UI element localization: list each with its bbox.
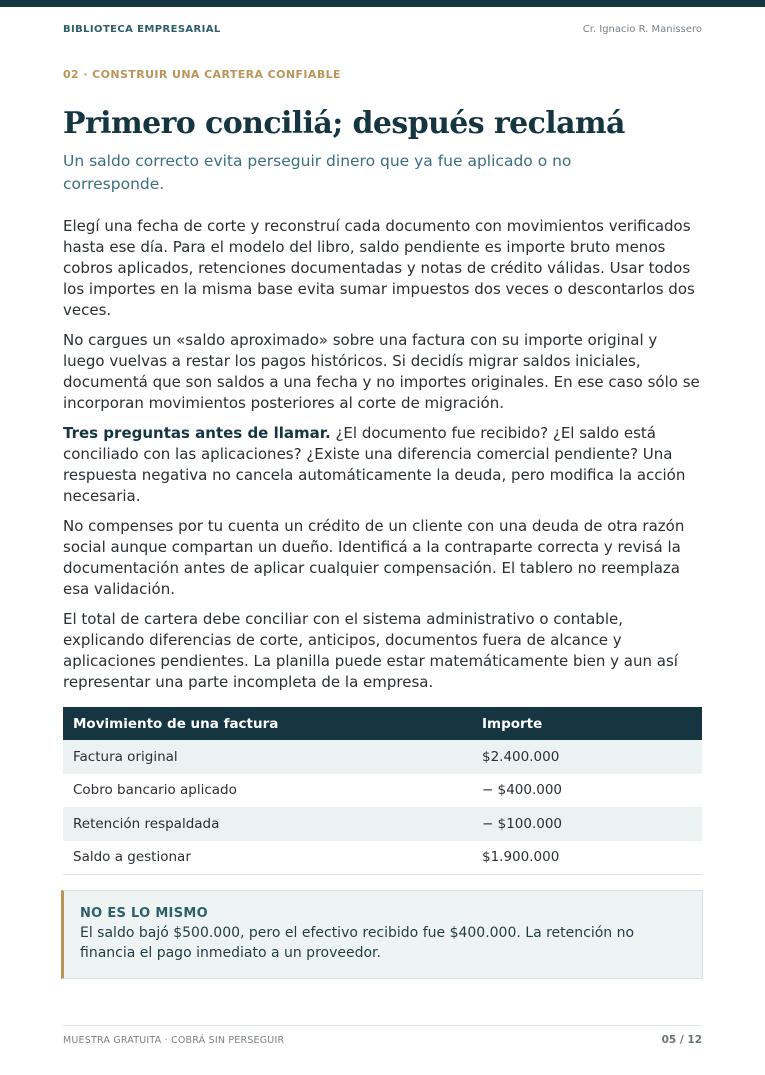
author-name: Cr. Ignacio R. Manissero [582,24,702,35]
column-header-amount: Importe [472,707,702,740]
footer-divider [63,1025,702,1026]
paragraph-2: No cargues un «saldo aproximado» sobre una factura con su importe original y luego vuelvas a restar los pagos históricos. Si decidís migrar saldos iniciales, documentá que son saldos a una fecha y no importes originales. En ese caso sólo se incorporan movimientos posteriores al corte de migración. [63,331,700,412]
page-number: 05 / 12 [661,1034,702,1046]
cell-amount: $1.900.000 [472,841,702,875]
cell-movement: Retención respaldada [63,807,472,841]
callout-box [61,890,703,979]
table-row [63,774,702,808]
cell-movement: Saldo a gestionar [63,841,472,875]
table-row [63,841,702,875]
cell-amount: $2.400.000 [472,740,702,774]
footer-label: MUESTRA GRATUITA · COBRÁ SIN PERSEGUIR [63,1035,285,1046]
cell-amount: − $400.000 [482,782,563,799]
paragraph-1: Elegí una fecha de corte y reconstruí cada documento con movimientos verificados hasta ese día. Para el modelo del libro, saldo pendiente es importe bruto menos cobros aplicados, retenciones documentadas y notas de crédito válidas. Usar todos los importes en la misma base evita sumar impuestos dos veces o descontarlos dos veces. [63,217,695,319]
section-kicker: 02 · CONSTRUIR UNA CARTERA CONFIABLE [63,68,341,81]
paragraph-5: El total de cartera debe conciliar con el sistema administrativo o contable, explicando diferencias de corte, anticipos, documentos fuera de alcance y aplicaciones pendientes. La planilla puede estar matemáticamente bien y aun así representar una parte incompleta de la empresa. [63,610,678,691]
column-header-movement: Movimiento de una factura [63,707,472,740]
callout-text: El saldo bajó $500.000, pero el efectivo recibido fue $400.000. La retención no financia el pago inmediato a un proveedor. [80,925,635,961]
paragraph-3-text: ¿El documento fue recibido? ¿El saldo está conciliado con las aplicaciones? ¿Existe una diferencia comercial pendiente? Una respuesta negativa no cancela automáticamente la deuda, pero modifica la acción necesaria. [63,424,686,505]
paragraph-3-lead: Tres preguntas antes de llamar. [63,424,331,442]
cell-movement: Cobro bancario aplicado [73,782,237,799]
brand-label: BIBLIOTECA EMPRESARIAL [63,24,221,35]
cell-movement: Factura original [63,740,472,774]
page-subtitle: Un saldo correcto evita perseguir dinero que ya fue aplicado o no corresponde. [63,152,572,193]
table-row [63,807,702,841]
top-accent-bar [0,0,765,7]
page-title: Primero conciliá; después reclamá [63,106,625,141]
paragraph-3 [63,423,703,507]
invoice-movements-table [63,707,702,875]
cell-amount: − $100.000 [472,807,702,841]
paragraph-4: No compenses por tu cuenta un crédito de un cliente con una deuda de otra razón social aunque compartan un dueño. Identificá a la contraparte correcta y revisá la documentación antes de aplicar cualquier compensación. El tablero no reemplaza esa validación. [63,517,685,598]
table-header-row [63,707,702,740]
callout-title: NO ES LO MISMO [80,906,208,921]
body-text [63,216,703,702]
table-row [63,740,702,774]
